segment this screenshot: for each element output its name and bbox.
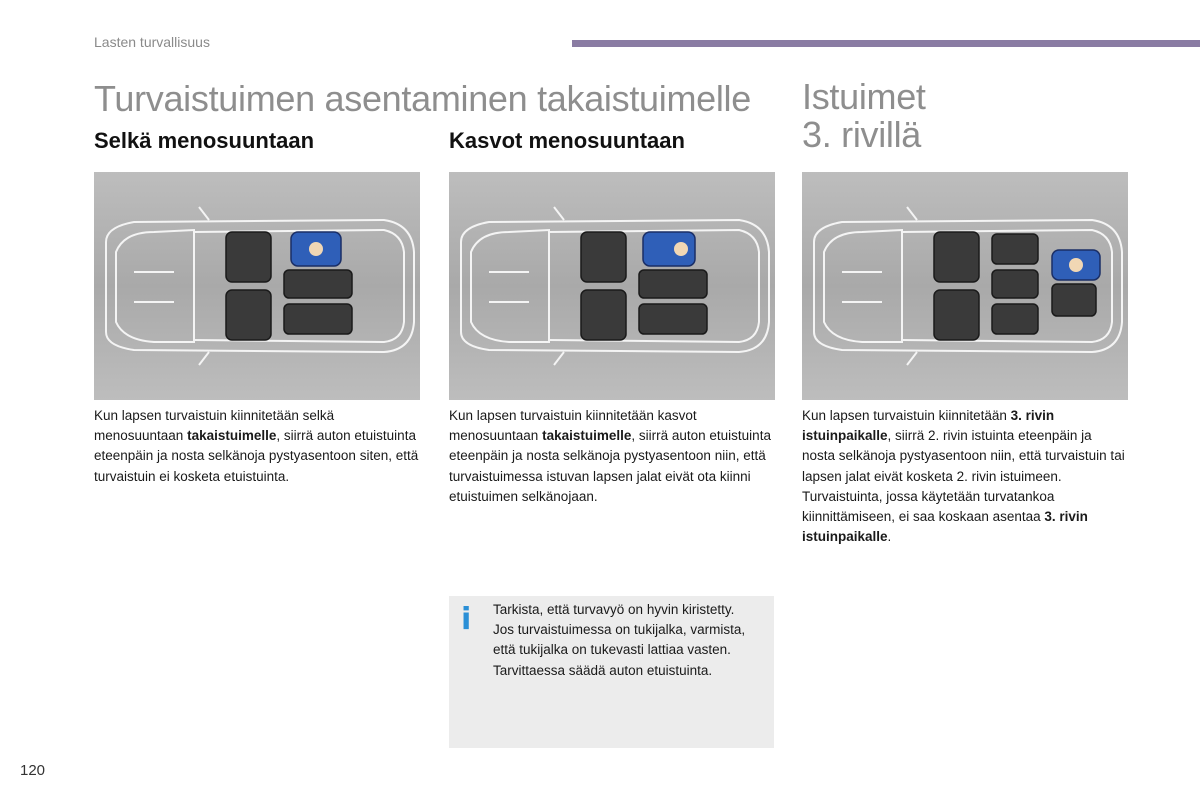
- diagram-third-row: [802, 172, 1128, 400]
- car-top-view-icon: [449, 172, 775, 400]
- caption-forward-facing: Kun lapsen turvaistuin kiinnitetään kasvot menosuuntaan takaistuimelle, siirrä auton etuistuinta eteenpäin ja nosta selkänoja pystyasentoon niin, että turvaistuimessa istuvan lapsen jalat eivät ota kiinni etuistuimen selkänojaan.: [449, 408, 771, 504]
- car-top-view-icon: [802, 172, 1128, 400]
- caption-rear-facing: Kun lapsen turvaistuin kiinnitetään selkä menosuuntaan takaistuimelle, siirrä auton etuistuinta eteenpäin ja nosta selkänoja pystyasentoon siten, että turvaistuin ei kosketa etuistuinta.: [94, 408, 419, 484]
- side-title-line1: Istuimet: [802, 76, 926, 117]
- page-title: Turvaistuimen asentaminen takaistuimelle: [94, 78, 751, 119]
- header-rule: [572, 40, 1200, 47]
- diagram-forward-facing: [449, 172, 775, 400]
- side-title: [802, 78, 926, 154]
- child-seat-icon: [1052, 250, 1100, 280]
- side-title-line2: 3. rivillä: [802, 114, 922, 155]
- info-text: Tarkista, että turvavyö on hyvin kiristetty. Jos turvaistuimessa on tukijalka, varmista, että tukijalka on tukevasti lattiaa vasten. Tarvittaessa säädä auton etuistuinta.: [493, 602, 746, 678]
- page-number: 120: [20, 762, 46, 779]
- car-top-view-icon: [94, 172, 420, 400]
- child-seat-icon: [643, 232, 695, 266]
- child-seat-icon: [291, 232, 341, 266]
- caption-third-row: Kun lapsen turvaistuin kiinnitetään 3. rivin istuinpaikalle, siirrä 2. rivin istuinta eteenpäin ja nosta selkänoja pystyasentoon niin, että turvaistuin tai lapsen jalat eivät kosketa 2. rivin istuimeen. Turvaistuinta, jossa käytetään turvatankoa kiinnittämiseen, ei saa koskaan asentaa 3. rivin istuinpaikalle.: [802, 408, 1125, 545]
- heading-forward-facing: Kasvot menosuuntaan: [449, 128, 685, 153]
- diagram-rear-facing: [94, 172, 420, 400]
- info-box: [449, 596, 774, 748]
- info-icon: i: [461, 602, 472, 637]
- heading-rear-facing: Selkä menosuuntaan: [94, 128, 315, 153]
- section-label: Lasten turvallisuus: [94, 34, 210, 50]
